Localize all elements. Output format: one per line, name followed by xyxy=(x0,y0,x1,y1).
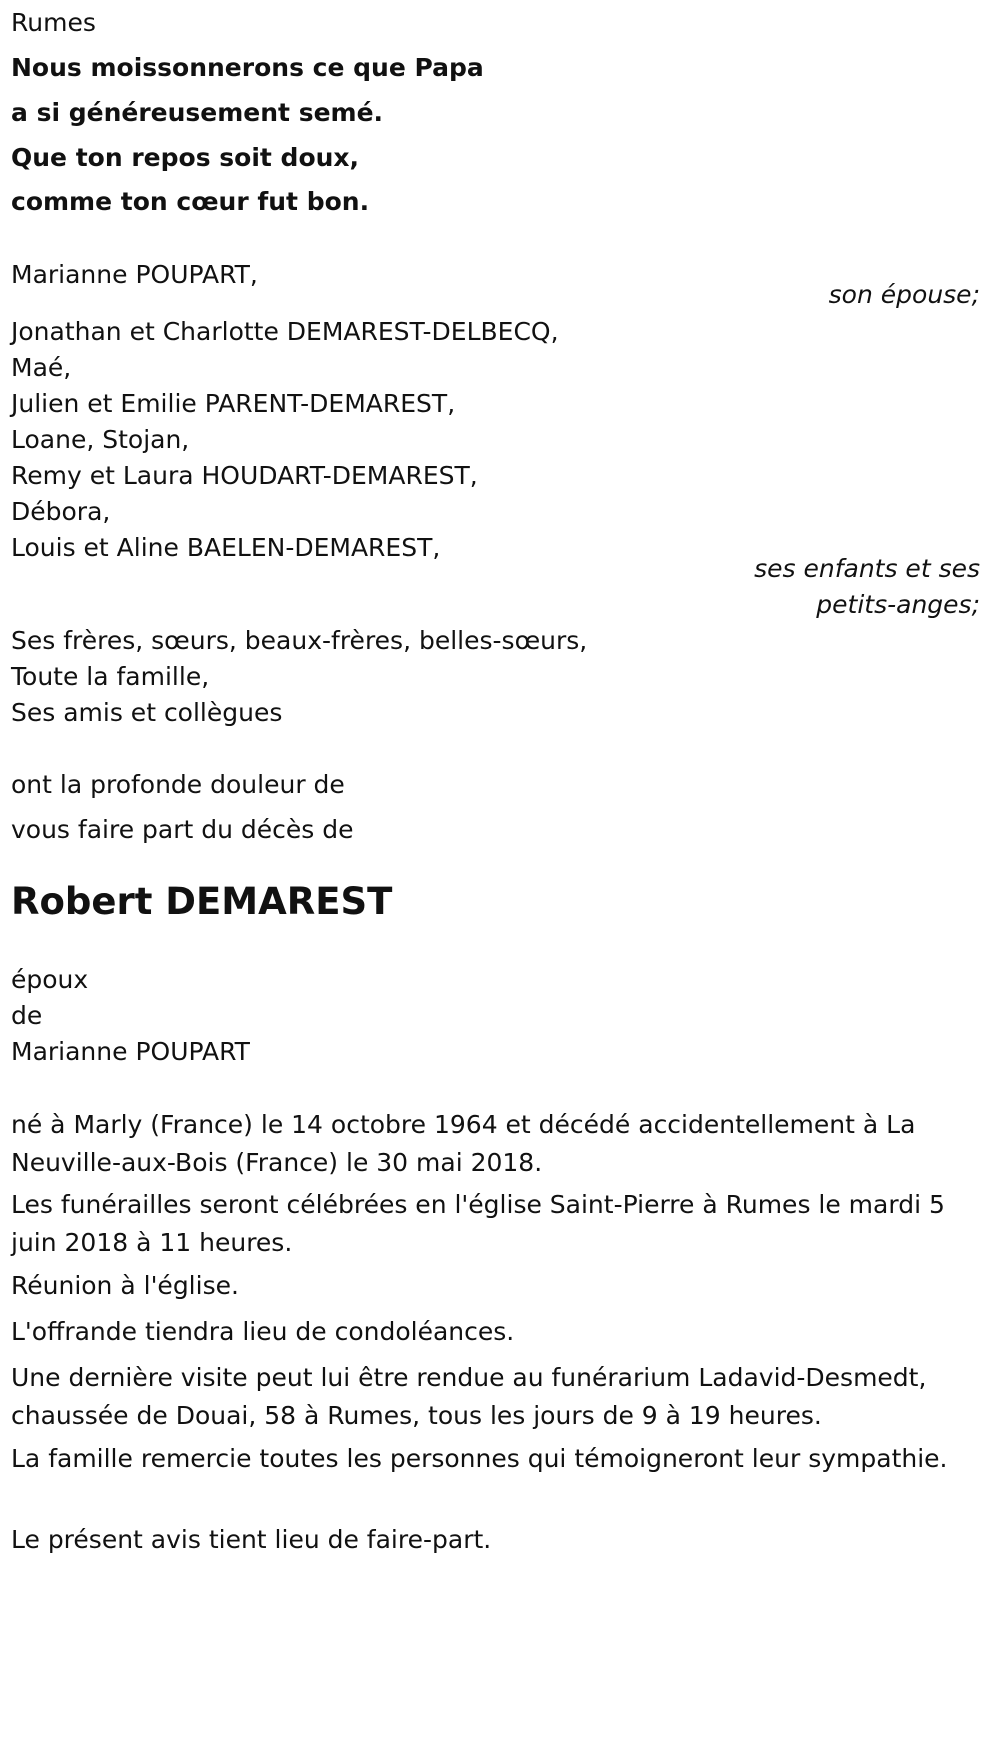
verse-line-3: Que ton repos soit doux, xyxy=(11,143,360,172)
offering-paragraph: L'offrande tiendra lieu de condoléances. xyxy=(11,1317,515,1346)
thanks-paragraph: La famille remercie toutes les personnes qui témoigneront leur sympathie. xyxy=(11,1444,948,1473)
family-line: Toute la famille, xyxy=(11,662,210,691)
location: Rumes xyxy=(11,8,96,37)
child-line: Jonathan et Charlotte DEMAREST-DELBECQ, xyxy=(11,317,559,346)
visit-paragraph: Une dernière visite peut lui être rendue au funérarium Ladavid-Desmedt, chaussée de Douai, 58 à Rumes, tous les jours de 9 à 19 heures. xyxy=(11,1363,927,1430)
meeting-paragraph: Réunion à l'église. xyxy=(11,1271,239,1300)
children-relation-line-2: petits-anges; xyxy=(816,590,980,619)
spouse-of-line-3: Marianne POUPART xyxy=(11,1037,250,1066)
announce-line-1: ont la profonde douleur de xyxy=(11,770,345,799)
funeral-paragraph: Les funérailles seront célébrées en l'église Saint-Pierre à Rumes le mardi 5 juin 2018 à 11 heures. xyxy=(11,1190,945,1257)
verse-line-4: comme ton cœur fut bon. xyxy=(11,187,370,216)
child-line: Débora, xyxy=(11,497,111,526)
child-line: Loane, Stojan, xyxy=(11,425,190,454)
verse-line-1: Nous moissonnerons ce que Papa xyxy=(11,53,484,82)
spouse-relation: son épouse; xyxy=(828,280,980,309)
spouse-name: Marianne POUPART, xyxy=(11,260,258,289)
family-line: Ses frères, sœurs, beaux-frères, belles-sœurs, xyxy=(11,626,588,655)
birth-death-paragraph: né à Marly (France) le 14 octobre 1964 et décédé accidentellement à La Neuville-aux-Bois (France) le 30 mai 2018. xyxy=(11,1110,916,1177)
verse-line-2: a si généreusement semé. xyxy=(11,98,384,127)
deceased-name: Robert DEMAREST xyxy=(11,880,393,923)
children-relation-line-1: ses enfants et ses xyxy=(754,554,980,583)
family-line: Ses amis et collègues xyxy=(11,698,283,727)
notice-paragraph: Le présent avis tient lieu de faire-part. xyxy=(11,1525,492,1554)
child-line: Remy et Laura HOUDART-DEMAREST, xyxy=(11,461,478,490)
announce-line-2: vous faire part du décès de xyxy=(11,815,354,844)
child-line: Louis et Aline BAELEN-DEMAREST, xyxy=(11,533,441,562)
spouse-of-line-1: époux xyxy=(11,965,89,994)
spouse-of-line-2: de xyxy=(11,1001,43,1030)
child-line: Maé, xyxy=(11,353,72,382)
child-line: Julien et Emilie PARENT-DEMAREST, xyxy=(11,389,456,418)
